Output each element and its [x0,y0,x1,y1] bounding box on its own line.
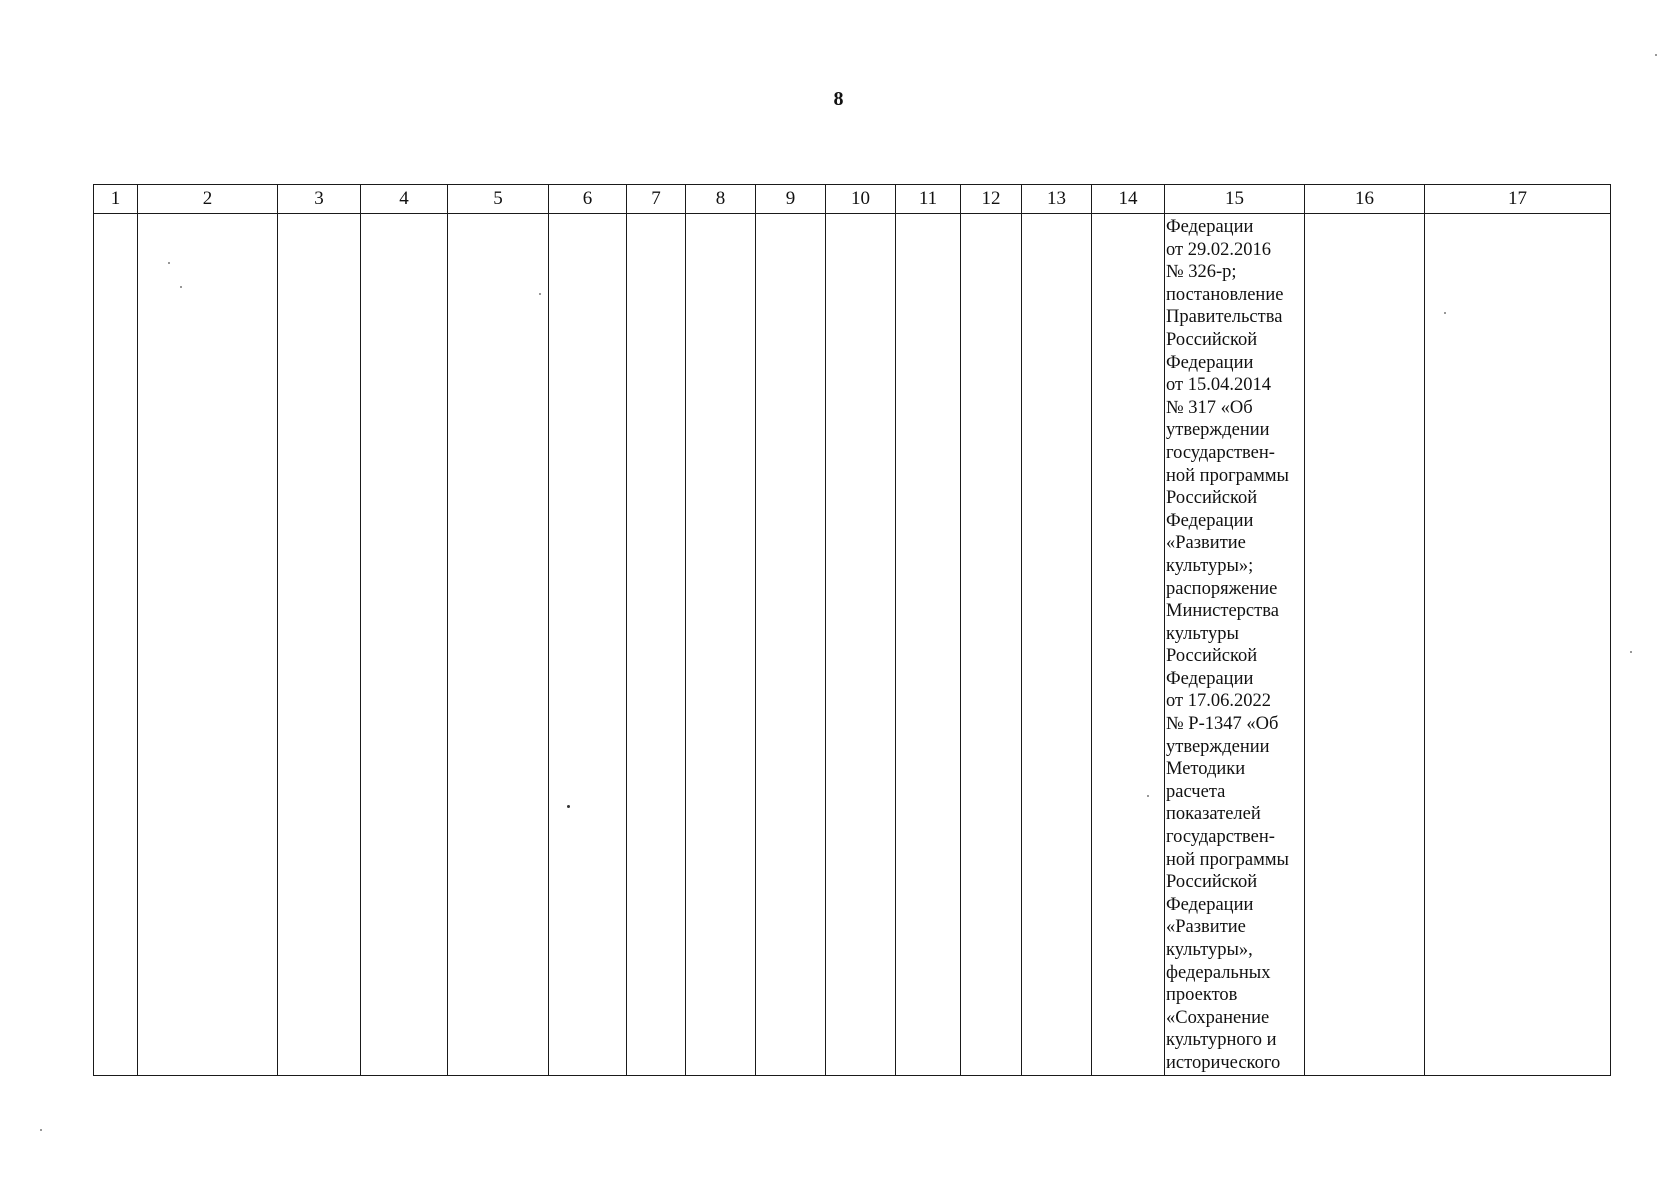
table-cell [686,214,756,1076]
column-header: 13 [1022,185,1092,214]
column-15-line: культурного и [1166,1030,1277,1051]
column-15-line: Российской [1166,488,1258,509]
scan-speck [567,805,570,808]
column-header: 6 [549,185,627,214]
column-15-line: федеральных [1166,962,1271,983]
column-15-line: Федерации [1166,668,1254,689]
column-header: 7 [627,185,686,214]
column-15-line: № 317 «Об [1166,397,1253,418]
table-cell [627,214,686,1076]
table-cell [448,214,549,1076]
column-15-line: № Р-1347 «Об [1166,714,1279,735]
column-header: 11 [896,185,961,214]
scan-speck [1655,54,1657,56]
column-15-line: культуры [1166,623,1239,644]
scan-speck [168,262,170,264]
column-15-line: культуры», [1166,940,1253,960]
scan-speck [1147,795,1149,797]
column-header: 4 [361,185,448,214]
column-header: 1 [94,185,138,214]
column-header: 10 [826,185,896,214]
table-row [94,214,1611,1076]
column-15-line: Федерации [1166,352,1254,373]
column-header: 5 [448,185,549,214]
scan-speck [1630,651,1632,653]
column-15-text [1165,214,1304,1075]
column-15-line: показателей [1166,804,1261,825]
table-cell [138,214,278,1076]
column-15-line: Федерации [1166,510,1254,531]
column-15-line: постановление [1166,284,1284,305]
table-cell [1092,214,1165,1076]
column-15-line: государствен- [1166,442,1275,463]
column-header: 8 [686,185,756,214]
column-15-line: Российской [1166,646,1258,667]
page-number: 8 [833,88,844,110]
table-cell [1022,214,1092,1076]
column-15-line: Правительства [1166,307,1283,328]
table-cell [1425,214,1611,1076]
column-header: 3 [278,185,361,214]
column-15-line: проектов [1166,985,1238,1006]
column-15-line: государствен- [1166,827,1275,848]
column-15-line: исторического [1166,1052,1281,1073]
column-15-line: Российской [1166,329,1258,350]
column-header: 16 [1305,185,1425,214]
column-15-line: «Развитие [1166,533,1246,554]
column-15-line: Федерации [1166,217,1254,237]
table-cell [278,214,361,1076]
column-header: 2 [138,185,278,214]
column-15-line: Российской [1166,872,1258,893]
column-header: 12 [961,185,1022,214]
column-15-line: «Сохранение [1166,1007,1270,1028]
column-15-line: распоряжение [1166,578,1278,599]
table-cell [896,214,961,1076]
table-cell [1305,214,1425,1076]
table-cell [94,214,138,1076]
scan-speck [1444,312,1446,314]
column-15-line: от 29.02.2016 [1166,239,1271,260]
document-table [93,184,1611,1076]
column-header: 15 [1165,185,1305,214]
table-cell [961,214,1022,1076]
column-15-line: Министерства [1166,601,1279,622]
scan-speck [40,1129,42,1131]
scan-speck [539,293,541,295]
table-header-row [94,185,1611,214]
column-15-line: Методики [1166,759,1246,780]
column-15-line: «Развитие [1166,917,1246,938]
column-15-line: утверждении [1166,420,1270,441]
table-cell [549,214,627,1076]
table-cell [361,214,448,1076]
column-15-line: культуры»; [1166,555,1254,576]
column-15-line: расчета [1166,781,1226,802]
column-15-line: от 17.06.2022 [1166,691,1271,712]
column-15-line: утверждении [1166,736,1270,757]
table-cell [756,214,826,1076]
column-15-line: № 326-р; [1166,262,1237,283]
column-15-line: ной программы [1166,849,1289,870]
table-cell-column-15 [1165,214,1305,1076]
column-15-line: Федерации [1166,894,1254,915]
column-header: 14 [1092,185,1165,214]
scan-speck [180,286,182,288]
table-cell [826,214,896,1076]
column-header: 17 [1425,185,1611,214]
column-15-line: ной программы [1166,465,1289,486]
column-15-line: от 15.04.2014 [1166,375,1271,396]
column-header: 9 [756,185,826,214]
